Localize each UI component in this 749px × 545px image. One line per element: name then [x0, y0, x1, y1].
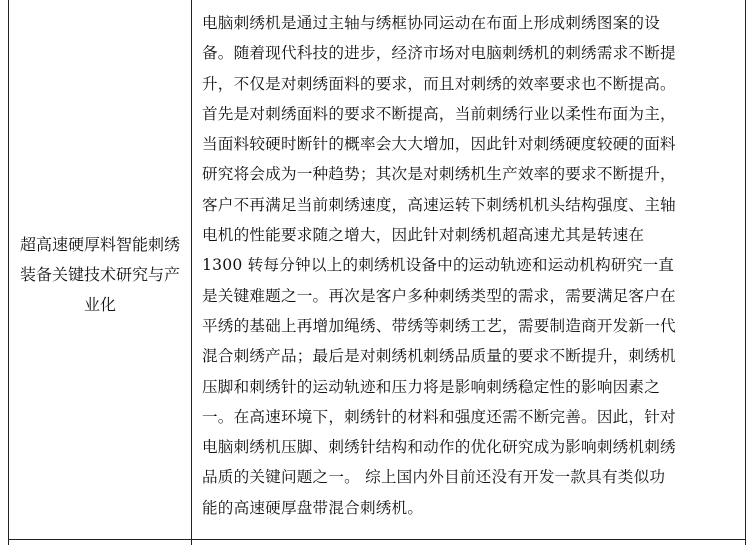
- description-line: 一。在高速环境下，刺绣针的材料和强度还需不断完善。因此，针对: [202, 407, 676, 426]
- project-description-cell: [192, 0, 745, 539]
- project-name-cell: [9, 0, 191, 539]
- description-line: 压脚和刺绣针的运动轨迹和压力将是影响刺绣稳定性的影响因素之: [202, 377, 661, 396]
- description-line: 升，不仅是对刺绣面料的要求，而且对刺绣的效率要求也不断提高。: [202, 74, 676, 93]
- project-name: 超高速硬厚料智能刺绣装备关键技术研究与产业化: [20, 234, 181, 314]
- description-line: 电脑刺绣机压脚、刺绣针结构和动作的优化研究成为影响刺绣机刺绣: [202, 438, 676, 457]
- description-line: 研究将会成为一种趋势；其次是对刺绣机生产效率的要求不断提升，: [202, 165, 676, 184]
- description-line: 首先是对刺绣面料的要求不断提高，当前刺绣行业以柔性布面为主，: [202, 104, 676, 123]
- description-line: 品质的关键问题之一。 综上国内外目前还没有开发一款具有类似功: [202, 468, 666, 487]
- description-line: 备。随着现代科技的进步，经济市场对电脑刺绣机的刺绣需求不断提: [202, 44, 676, 63]
- description-line: 客户不再满足当前刺绣速度，高速运转下刺绣机机头结构强度、主轴: [202, 195, 676, 214]
- table-border-bottom: [8, 539, 746, 540]
- description-line: 当面料较硬时断针的概率会大大增加，因此针对刺绣硬度较硬的面料: [202, 135, 676, 154]
- description-line: 是关键难题之一。再次是客户多种刺绣类型的需求，需要满足客户在: [202, 286, 676, 305]
- project-description: [202, 8, 736, 523]
- description-line: 能的高速硬厚盘带混合刺绣机。: [202, 498, 424, 517]
- description-line: 1300 转每分钟以上的刺绣机设备中的运动轨迹和运动机构研究一直: [202, 256, 675, 275]
- description-line: 电机的性能要求随之增大，因此针对刺绣机超高速尤其是转速在: [202, 226, 645, 245]
- table-border-right: [745, 0, 746, 545]
- description-line: 电脑刺绣机是通过主轴与绣框协同运动在布面上形成刺绣图案的设: [202, 14, 661, 32]
- description-line: 平绣的基础上再增加绳绣、带绣等刺绣工艺，需要制造商开发新一代: [202, 316, 676, 335]
- description-line: 混合刺绣产品；最后是对刺绣机刺绣品质量的要求不断提升，刺绣机: [202, 347, 676, 366]
